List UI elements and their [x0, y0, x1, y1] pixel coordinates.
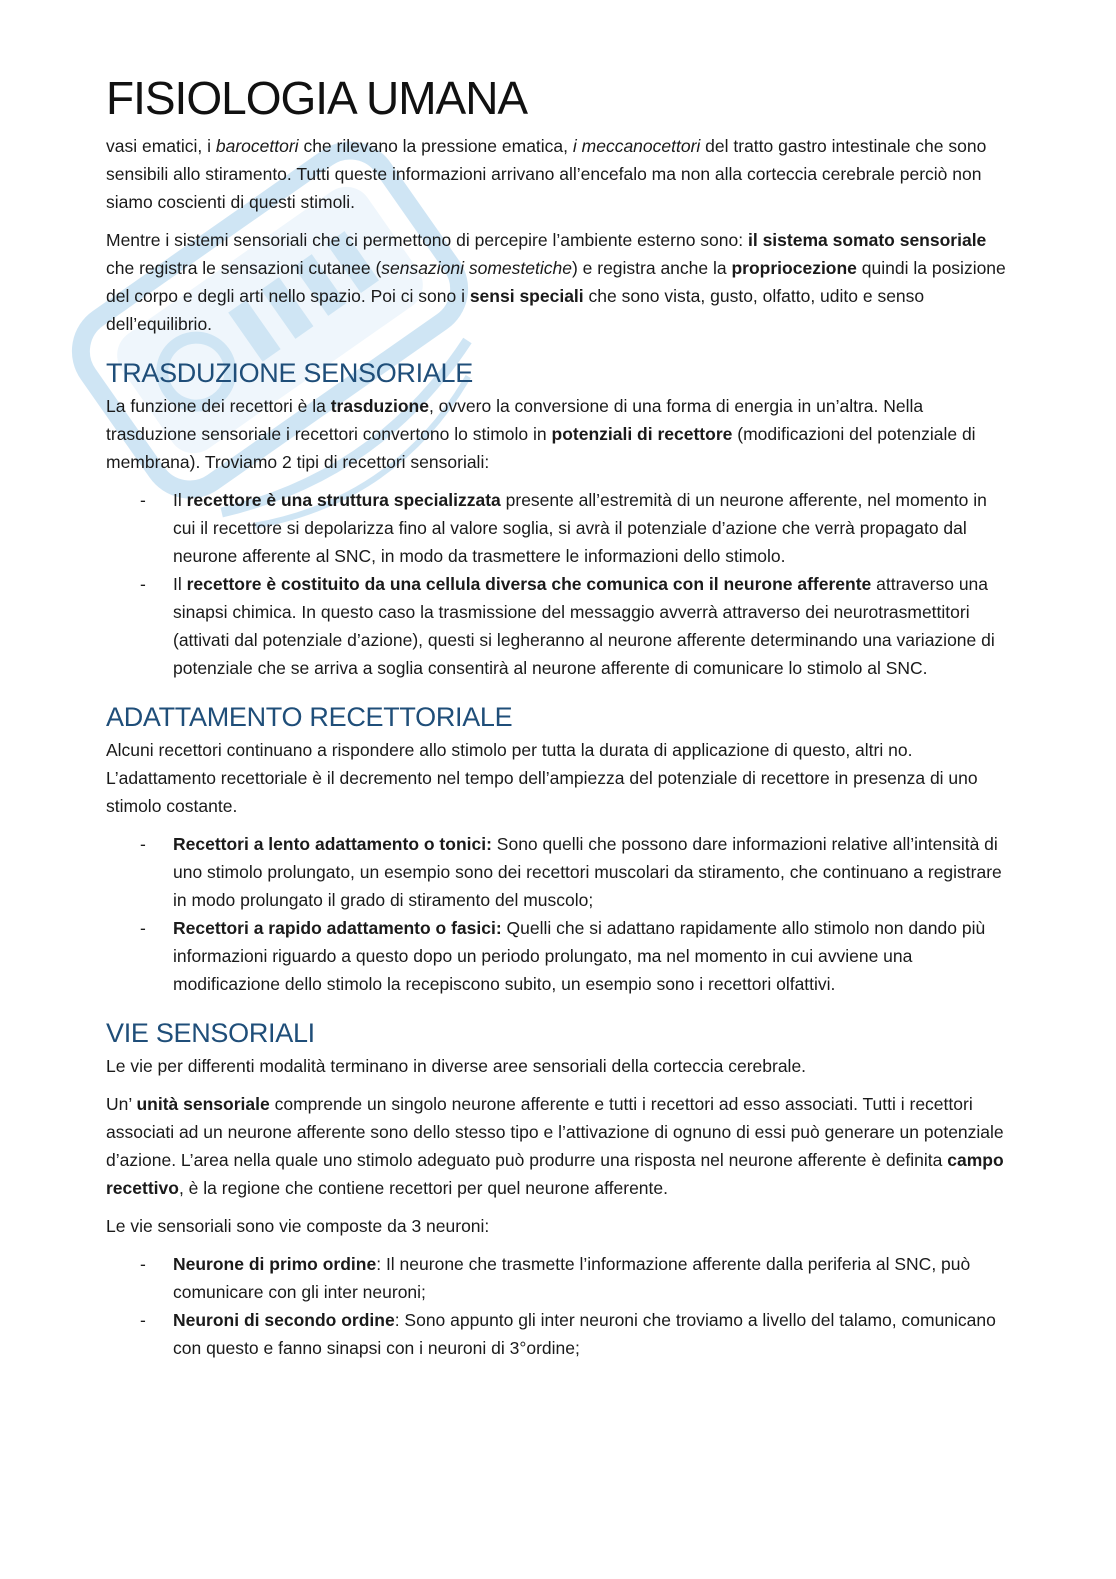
intro-paragraph-1: vasi ematici, i barocettori che rilevano la pressione ematica, i meccanocettori del tratto gastro intestinale che sono sensibili allo stiramento. Tutti queste informazioni arrivano all’encefalo ma non alla corteccia cerebrale perciò non siamo coscienti di questi stimoli.: [106, 136, 987, 212]
page-title: FISIOLOGIA UMANA: [106, 72, 528, 124]
list-item: - Recettori a lento adattamento o tonici: Sono quelli che possono dare informazioni relative all’intensità di uno stimolo prolungato, un esempio sono dei recettori muscolari da stiramento, che continuano a registrare in modo prolungato il grado di stiramento del muscolo;: [140, 834, 1002, 910]
intro-paragraph-2: Mentre i sistemi sensoriali che ci permettono di percepire l’ambiente esterno sono: il sistema somato sensoriale che registra le sensazioni cutanee (sensazioni somestetiche) e registra anche la propriocezione quindi la posizione del corpo e degli arti nello spazio. Poi ci sono i sensi speciali che sono vista, gusto, olfatto, udito e senso dell’equilibrio.: [106, 230, 1006, 334]
trasduzione-list: [106, 486, 1006, 682]
list-item: - Neuroni di secondo ordine: Sono appunto gli inter neuroni che troviamo a livello del talamo, comunicano con questo e fanno sinapsi con i neuroni di 3°ordine;: [140, 1310, 996, 1358]
adattamento-list: [106, 830, 1006, 998]
vie-paragraph-1: Le vie per differenti modalità terminano in diverse aree sensoriali della corteccia cerebrale.: [106, 1056, 807, 1076]
vie-paragraph-2: Un’ unità sensoriale comprende un singolo neurone afferente e tutti i recettori ad esso associati. Tutti i recettori associati ad un neurone afferente sono dello stesso tipo e l’attivazione di ognuno di essi può generare un potenziale d’azione. L’area nella quale uno stimolo adeguato può produrre una risposta nel neurone afferente è definita campo recettivo, è la regione che contiene recettori per quel neurone afferente.: [106, 1094, 1004, 1198]
list-item: - Neurone di primo ordine: Il neurone che trasmette l’informazione afferente dalla periferia al SNC, può comunicare con gli inter neuroni;: [140, 1254, 971, 1302]
adattamento-paragraph: Alcuni recettori continuano a rispondere allo stimolo per tutta la durata di applicazione di questo, altri no. L’adattamento recettoriale è il decremento nel tempo dell’ampiezza del potenziale di recettore in presenza di uno stimolo costante.: [106, 740, 978, 816]
trasduzione-paragraph: La funzione dei recettori è la trasduzione, ovvero la conversione di una forma di energia in un’altra. Nella trasduzione sensoriale i recettori convertono lo stimolo in potenziali di recettore (modificazioni del potenziale di membrana). Troviamo 2 tipi di recettori sensoriali:: [106, 396, 976, 472]
vie-paragraph-3: Le vie sensoriali sono vie composte da 3 neuroni:: [106, 1216, 490, 1236]
list-item: - Il recettore è una struttura specializzata presente all’estremità di un neurone afferente, nel momento in cui il recettore si depolarizza fino al valore soglia, si avrà il potenziale d’azione che verrà propagato dal neurone afferente al SNC, in modo da trasmettere le informazioni dello stimolo.: [140, 490, 987, 566]
vie-list: [106, 1250, 1006, 1362]
document-page: [106, 68, 1006, 1372]
heading-vie-sensoriali: VIE SENSORIALI: [106, 1018, 315, 1048]
list-item: - Recettori a rapido adattamento o fasici: Quelli che si adattano rapidamente allo stimolo non dando più informazioni riguardo a questo dopo un periodo prolungato, ma nel momento in cui avviene una modificazione dello stimolo la recepiscono subito, un esempio sono i recettori olfattivi.: [140, 918, 986, 994]
heading-adattamento: ADATTAMENTO RECETTORIALE: [106, 702, 513, 732]
list-item: - Il recettore è costituito da una cellula diversa che comunica con il neurone afferente attraverso una sinapsi chimica. In questo caso la trasmissione del messaggio avverrà attraverso dei neurotrasmettitori (attivati dal potenziale d’azione), questi si legheranno al neurone afferente determinando una variazione di potenziale che se arriva a soglia consentirà al neurone afferente di comunicare lo stimolo al SNC.: [140, 574, 995, 678]
heading-trasduzione: TRASDUZIONE SENSORIALE: [106, 358, 473, 388]
